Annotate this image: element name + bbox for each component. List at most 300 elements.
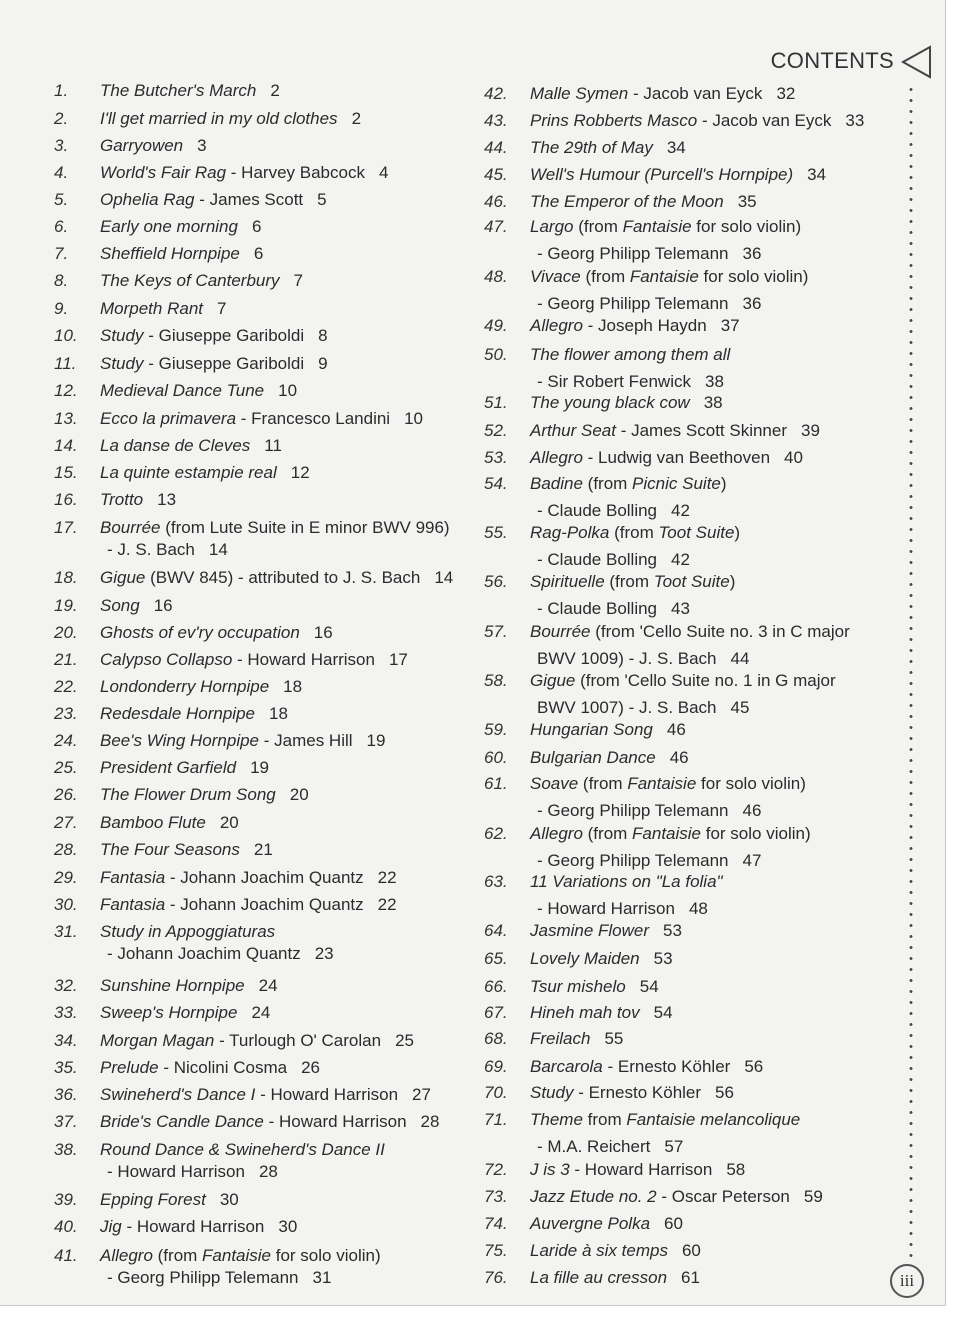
piece-title: The Keys of Canterbury: [100, 271, 280, 290]
piece-details: - Claude Bolling: [537, 550, 658, 569]
piece-details: - Joseph Haydn: [582, 316, 707, 335]
entry-line: [530, 621, 850, 643]
page-number: 36: [742, 244, 762, 263]
entry-line: [100, 1216, 297, 1238]
page-number: 35: [737, 192, 757, 211]
piece-details: (from Fantaisie for solo violin): [582, 824, 811, 843]
page-number: 22: [377, 868, 397, 887]
entry-number: 67.: [484, 1003, 508, 1022]
entry-text: [100, 975, 278, 997]
piece-title: Prelude: [100, 1058, 159, 1077]
piece-details: from Fantaisie melancolique: [582, 1110, 801, 1129]
entry-text: [530, 137, 686, 159]
page-number: 56: [715, 1083, 734, 1102]
entry-line: [100, 812, 239, 834]
page-number: 4: [378, 163, 389, 182]
entry-line: [530, 315, 740, 337]
page-number-badge: iii: [890, 1264, 924, 1298]
piece-title: Allegro: [530, 824, 583, 843]
page-number: 31: [312, 1268, 332, 1287]
entry-number: 29.: [54, 868, 78, 887]
entry-number: 24.: [54, 731, 78, 750]
page-number: 16: [153, 596, 173, 615]
entry-text: [100, 784, 309, 806]
piece-details: - Harvey Babcock: [226, 163, 365, 182]
entry-text: [100, 1139, 385, 1183]
piece-title: Barcarola: [530, 1057, 603, 1076]
piece-details: (BWV 845) - attributed to J. S. Bach: [145, 568, 421, 587]
page-number: 16: [313, 623, 333, 642]
entry-line: [530, 344, 730, 366]
page-number: 24: [251, 1003, 271, 1022]
entry-line: [530, 773, 806, 795]
piece-details: - Oscar Peterson: [656, 1187, 790, 1206]
piece-title: The flower among them all: [530, 345, 731, 364]
entry-number: 52.: [484, 421, 508, 440]
entry-text: [530, 948, 673, 970]
piece-title: The Four Seasons: [100, 840, 240, 859]
entry-line: [100, 1189, 239, 1211]
piece-title: Study in Appoggiaturas: [100, 922, 276, 941]
piece-title: Arthur Seat: [530, 421, 616, 440]
page-number: 10: [278, 381, 298, 400]
piece-details: - M.A. Reichert: [537, 1137, 651, 1156]
piece-details: - Howard Harrison: [255, 1085, 399, 1104]
piece-details: (from Fantaisie for solo violin): [578, 774, 806, 793]
entry-line: [530, 1136, 800, 1158]
piece-title: Jasmine Flower: [530, 921, 650, 940]
entry-number: 33.: [54, 1003, 78, 1022]
entry-line: [100, 380, 297, 402]
entry-text: [530, 344, 730, 393]
source-work-title: Toot Suite: [658, 523, 735, 542]
entry-text: [100, 353, 328, 375]
page-number: 44: [730, 649, 750, 668]
entry-text: [530, 1028, 623, 1050]
entry-number: 38.: [54, 1140, 78, 1159]
entry-line: [100, 894, 397, 916]
entry-line: [530, 719, 686, 741]
entry-number: 66.: [484, 977, 508, 996]
piece-details: - Giuseppe Gariboldi: [143, 354, 305, 373]
entry-line: [100, 1057, 320, 1079]
entry-line: [530, 697, 836, 719]
piece-title: The Flower Drum Song: [100, 785, 276, 804]
entry-line: [100, 595, 173, 617]
piece-title: Allegro: [100, 1246, 153, 1265]
piece-details: - Jacob van Eyck: [697, 111, 832, 130]
entry-text: [100, 189, 327, 211]
piece-title: Vivace: [530, 267, 581, 286]
entry-text: [530, 1186, 823, 1208]
entry-number: 51.: [484, 393, 508, 412]
page-number: 57: [664, 1137, 684, 1156]
entry-line: [100, 757, 269, 779]
entry-line: [530, 648, 850, 670]
page-number: 14: [208, 540, 228, 559]
page-number: 2: [351, 109, 362, 128]
entry-line: [100, 839, 273, 861]
entry-line: [100, 270, 303, 292]
entry-number: 58.: [484, 671, 508, 690]
piece-details: - Howard Harrison: [569, 1160, 713, 1179]
entry-line: [100, 975, 278, 997]
entry-number: 41.: [54, 1246, 78, 1265]
piece-title: Epping Forest: [100, 1190, 206, 1209]
piece-details: - James Scott: [194, 190, 304, 209]
entry-line: [530, 1186, 823, 1208]
page-number: 12: [290, 463, 310, 482]
entry-number: 32.: [54, 976, 78, 995]
entry-line: [100, 353, 328, 375]
entry-number: 14.: [54, 436, 78, 455]
piece-details: - Georg Philipp Telemann: [537, 294, 729, 313]
piece-title: Redesdale Hornpipe: [100, 704, 255, 723]
piece-title: Tsur mishelo: [530, 977, 626, 996]
page-number: 54: [639, 977, 659, 996]
page-number: 46: [666, 720, 686, 739]
piece-title: Ophelia Rag: [100, 190, 195, 209]
page-number: 13: [157, 490, 177, 509]
entry-line: [100, 867, 397, 889]
piece-title: Fantasia: [100, 895, 166, 914]
entry-text: [530, 191, 757, 213]
entry-line: [100, 243, 263, 265]
entry-line: [530, 164, 826, 186]
entry-text: [530, 773, 806, 822]
entry-text: [100, 1084, 431, 1106]
piece-details: (from Fantaisie for solo violin): [152, 1246, 381, 1265]
entry-number: 21.: [54, 650, 78, 669]
entry-text: [530, 1002, 673, 1024]
entry-number: 3.: [54, 136, 69, 155]
entry-line: [530, 1159, 745, 1181]
entry-number: 75.: [484, 1241, 508, 1260]
entry-number: 44.: [484, 138, 508, 157]
entry-text: [100, 703, 288, 725]
page-number: 14: [434, 568, 454, 587]
entry-text: [100, 108, 361, 130]
entry-number: 76.: [484, 1268, 508, 1287]
page-number: 5: [317, 190, 327, 209]
entry-line: [100, 108, 361, 130]
page-number: 28: [258, 1162, 278, 1181]
piece-details: - Georg Philipp Telemann: [537, 851, 729, 870]
piece-title: Well's Humour (Purcell's Hornpipe): [530, 165, 794, 184]
piece-title: Round Dance & Swineherd's Dance II: [100, 1140, 385, 1159]
entry-number: 31.: [54, 922, 78, 941]
entry-line: [100, 135, 207, 157]
entry-line: [530, 670, 836, 692]
source-work-title: Fantaisie: [627, 774, 697, 793]
entry-number: 42.: [484, 84, 508, 103]
page-number: 61: [681, 1268, 700, 1287]
entry-line: [530, 420, 820, 442]
entry-text: [100, 1216, 297, 1238]
entry-line: [100, 80, 280, 102]
piece-title: Gigue: [100, 568, 146, 587]
page-number: 3: [197, 136, 207, 155]
entry-line: [530, 1213, 683, 1235]
entry-line: [100, 1267, 381, 1289]
page-number: 20: [219, 813, 239, 832]
entry-number: 17.: [54, 518, 78, 537]
entry-number: 6.: [54, 217, 69, 236]
piece-title: Medieval Dance Tune: [100, 381, 265, 400]
page-number: 20: [289, 785, 309, 804]
entry-line: [100, 162, 388, 184]
page-number: 48: [688, 899, 708, 918]
entry-number: 4.: [54, 163, 69, 182]
entry-number: 73.: [484, 1187, 508, 1206]
entry-text: [530, 1159, 745, 1181]
entry-line: [530, 293, 808, 315]
piece-details: - Claude Bolling: [537, 599, 658, 618]
entry-number: 63.: [484, 872, 508, 891]
entry-text: [100, 730, 385, 752]
source-work-title: Fantaisie melancolique: [626, 1110, 801, 1129]
piece-details: - Georg Philipp Telemann: [107, 1268, 299, 1287]
piece-title: Hineh mah tov: [530, 1003, 640, 1022]
page-number: 58: [726, 1160, 746, 1179]
piece-title: Auvergne Polka: [530, 1214, 651, 1233]
entry-line: [530, 549, 740, 571]
entry-line: [530, 473, 727, 495]
contents-column-left: [54, 0, 474, 1320]
piece-title: Bamboo Flute: [100, 813, 206, 832]
page-number: 53: [653, 949, 673, 968]
entry-line: [530, 1267, 700, 1289]
entry-line: [100, 1111, 439, 1133]
page-number: 42: [671, 550, 690, 569]
entry-text: [100, 622, 333, 644]
piece-title: 11 Variations on "La folia": [530, 872, 723, 891]
piece-title: President Garfield: [100, 758, 237, 777]
page-number: 17: [388, 650, 408, 669]
entry-line: [530, 571, 735, 593]
entry-line: [100, 784, 309, 806]
entry-line: [530, 447, 803, 469]
entry-number: 28.: [54, 840, 78, 859]
page-number: 6: [251, 217, 262, 236]
page-number: 26: [301, 1058, 321, 1077]
entry-number: 59.: [484, 720, 508, 739]
page-number: 30: [278, 1217, 298, 1236]
entry-number: 5.: [54, 190, 69, 209]
contents-column-right: [484, 0, 884, 1320]
page-number: 39: [801, 421, 820, 440]
piece-title: Prins Robberts Masco: [530, 111, 698, 130]
entry-number: 39.: [54, 1190, 78, 1209]
page-number: 40: [784, 448, 803, 467]
entry-number: 9.: [54, 299, 69, 318]
entry-text: [530, 392, 723, 414]
entry-text: [530, 1267, 700, 1289]
entry-number: 19.: [54, 596, 78, 615]
entry-line: [100, 517, 450, 539]
entry-text: [530, 83, 795, 105]
page-number: 32: [776, 84, 796, 103]
piece-details: (from Fantaisie for solo violin): [580, 267, 809, 286]
piece-title: Ecco la primavera: [100, 409, 237, 428]
piece-details: BWV 1007) - J. S. Bach: [537, 698, 717, 717]
entry-number: 25.: [54, 758, 78, 777]
page-number: 53: [663, 921, 682, 940]
piece-title: Fantasia: [100, 868, 166, 887]
source-work-title: Fantaisie: [202, 1246, 272, 1265]
page-number: 22: [377, 895, 397, 914]
entry-line: [100, 1245, 381, 1267]
piece-title: Gigue: [530, 671, 576, 690]
entry-line: [100, 943, 334, 965]
piece-title: Ghosts of ev'ry occupation: [100, 623, 300, 642]
entry-line: [530, 850, 811, 872]
entry-number: 62.: [484, 824, 508, 843]
entry-number: 20.: [54, 623, 78, 642]
piece-title: Londonderry Hornpipe: [100, 677, 270, 696]
entry-number: 53.: [484, 448, 508, 467]
entry-text: [530, 621, 850, 670]
entry-line: [530, 371, 730, 393]
page-number: 19: [250, 758, 269, 777]
entry-number: 49.: [484, 316, 508, 335]
entry-text: [530, 315, 740, 337]
page-number: 9: [318, 354, 328, 373]
page-number: 33: [845, 111, 865, 130]
entry-text: [530, 110, 864, 132]
entry-number: 12.: [54, 381, 78, 400]
page-number: 27: [412, 1085, 431, 1104]
entry-text: [100, 921, 334, 965]
entry-text: [100, 1057, 320, 1079]
piece-details: (from Toot Suite): [604, 572, 736, 591]
entry-line: [100, 216, 261, 238]
entry-number: 35.: [54, 1058, 78, 1077]
source-work-title: Picnic Suite: [632, 474, 721, 493]
page-number: 7: [293, 271, 303, 290]
entry-text: [100, 325, 328, 347]
entry-number: 43.: [484, 111, 508, 130]
entry-text: [100, 162, 388, 184]
entry-line: [100, 298, 226, 320]
entry-number: 46.: [484, 192, 508, 211]
piece-details: - Georg Philipp Telemann: [537, 801, 729, 820]
piece-title: Swineherd's Dance I: [100, 1085, 256, 1104]
page-number: 43: [671, 599, 690, 618]
entry-text: [530, 1082, 734, 1104]
entry-number: 16.: [54, 490, 78, 509]
entry-number: 40.: [54, 1217, 78, 1236]
entry-number: 57.: [484, 622, 508, 641]
piece-title: Bourrée: [530, 622, 591, 641]
entry-line: [530, 1056, 763, 1078]
entry-number: 68.: [484, 1029, 508, 1048]
entry-number: 55.: [484, 523, 508, 542]
piece-title: Study: [100, 326, 144, 345]
entry-line: [530, 948, 673, 970]
entry-number: 61.: [484, 774, 508, 793]
entry-number: 69.: [484, 1057, 508, 1076]
entry-text: [530, 920, 682, 942]
piece-details: - Jacob van Eyck: [628, 84, 763, 103]
entry-text: [530, 164, 826, 186]
piece-title: Lovely Maiden: [530, 949, 640, 968]
entry-line: [100, 622, 333, 644]
piece-title: The young black cow: [530, 393, 690, 412]
entry-line: [530, 976, 659, 998]
entry-text: [530, 1056, 763, 1078]
piece-details: (from Lute Suite in E minor BWV 996): [160, 518, 450, 537]
piece-title: Jazz Etude no. 2: [530, 1187, 657, 1206]
piece-title: World's Fair Rag: [100, 163, 227, 182]
piece-title: Trotto: [100, 490, 144, 509]
entry-number: 50.: [484, 345, 508, 364]
entry-line: [100, 703, 288, 725]
piece-title: Sweep's Hornpipe: [100, 1003, 238, 1022]
page-number: 11: [264, 436, 282, 455]
piece-title: Freilach: [530, 1029, 591, 1048]
piece-title: Spirituelle: [530, 572, 605, 591]
entry-text: [530, 670, 836, 719]
piece-title: Theme: [530, 1110, 583, 1129]
entry-line: [530, 243, 801, 265]
piece-title: Jig: [100, 1217, 122, 1236]
page-number: 60: [681, 1241, 701, 1260]
page-number: 6: [253, 244, 264, 263]
piece-title: The 29th of May: [530, 138, 653, 157]
entry-number: 36.: [54, 1085, 78, 1104]
page-number: 38: [704, 372, 724, 391]
entry-text: [530, 571, 735, 620]
entry-line: [530, 522, 740, 544]
entry-text: [100, 216, 261, 238]
piece-details: - Francesco Landini: [236, 409, 391, 428]
page-number: 47: [742, 851, 762, 870]
source-work-title: Fantaisie: [629, 267, 699, 286]
page-number: 19: [366, 731, 386, 750]
entry-text: [100, 812, 239, 834]
entry-number: 65.: [484, 949, 508, 968]
entry-line: [530, 871, 723, 893]
entry-text: [100, 867, 397, 889]
page-number: 60: [664, 1214, 683, 1233]
piece-details: (from 'Cello Suite no. 1 in G major: [575, 671, 836, 690]
dotted-margin-line: [908, 84, 914, 1264]
page-number: 34: [807, 165, 827, 184]
entry-line: [100, 649, 408, 671]
page-number: 42: [671, 501, 690, 520]
page-number: 46: [742, 801, 762, 820]
piece-title: Morpeth Rant: [100, 299, 203, 318]
piece-details: - Claude Bolling: [537, 501, 658, 520]
entry-line: [100, 921, 334, 943]
entry-text: [100, 595, 173, 617]
piece-details: - Johann Joachim Quantz: [165, 868, 364, 887]
piece-title: Study: [100, 354, 144, 373]
entry-line: [100, 539, 450, 561]
entry-number: 30.: [54, 895, 78, 914]
entry-line: [100, 325, 328, 347]
entry-text: [100, 1245, 381, 1289]
entry-line: [530, 1082, 734, 1104]
page-number: 23: [314, 944, 334, 963]
piece-details: (from Fantaisie for solo violin): [573, 217, 802, 236]
entry-line: [530, 1028, 623, 1050]
page-number: 18: [283, 677, 303, 696]
entry-number: 64.: [484, 921, 508, 940]
source-work-title: Fantaisie: [632, 824, 702, 843]
entry-number: 48.: [484, 267, 508, 286]
